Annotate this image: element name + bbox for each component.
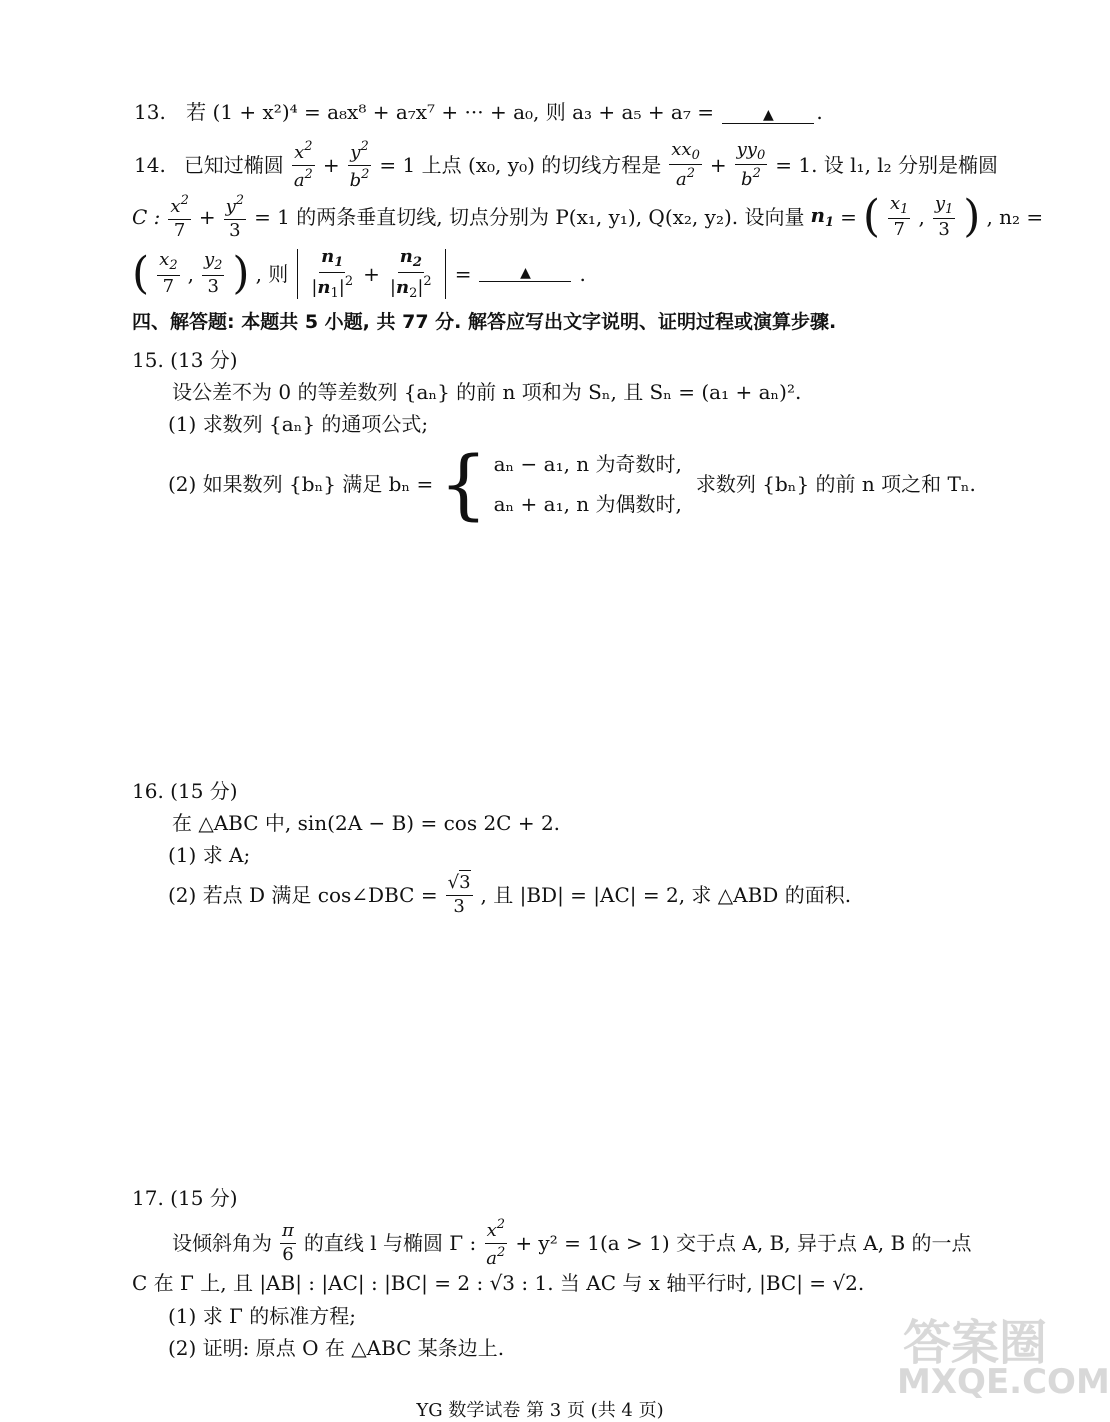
question-14-line-1: 14. 已知过椭圆 $\frac{x^2}{a^2}$ + $\frac{y^2}{b^2}$ = 1 上点 (x₀, y₀) 的切线方程是 $\frac{xx_0}{a^2}$ + $\frac{yy_0}{b^2}$ = 1. 设 l₁, l₂ 分别是椭圆 [134, 138, 999, 191]
n2-x-fraction: $\frac{x_2}{7}$ [159, 249, 178, 298]
section-4-title: 四、解答题: 本题共 5 小题, 共 77 分. 解答应写出文字说明、证明过程或演算步骤. [132, 311, 837, 333]
q15-stem: 设公差不为 0 的等差数列 {aₙ} 的前 n 项和为 Sₙ, 且 Sₙ = (a₁ + aₙ)². [172, 380, 802, 404]
q17-stem: 设倾斜角为 $\frac{\pi}{6}$ 的直线 l 与椭圆 Γ : $\frac{x^2}{a^2}$ + y² = 1(a > 1) 交于点 A, B, 异于点 A, B 的一点 [172, 1217, 972, 1269]
watermark-url: MXQE.COM [897, 1362, 1110, 1402]
q17-line-2: C 在 Γ 上, 且 |AB| : |AC| : |BC| = 2 : √3 : 1. 当 AC 与 x 轴平行时, |BC| = √2. [132, 1271, 865, 1295]
q16-part-1: (1) 求 A; [168, 843, 251, 867]
q17-part-1: (1) 求 Γ 的标准方程; [168, 1304, 357, 1328]
q13-number: 13. [134, 100, 166, 124]
page-footer: YG 数学试卷 第 3 页 (共 4 页) [416, 1400, 664, 1421]
question-13: 13. 若 (1 + x²)⁴ = a₈x⁸ + a₇x⁷ + ··· + a₀, 则 a₃ + a₅ + a₇ = ▲ . [134, 100, 823, 124]
q14-answer-blank: ▲ [479, 266, 571, 282]
question-14-line-3: ( $\frac{x_2}{7}$ , $\frac{y_2}{3}$ ) , 则 $\frac{n_1}{|n_1|^2}$ + $\frac{n_2}{|n_2|^2}$ = ▲ . [132, 246, 586, 301]
q16-part-2: (2) 若点 D 满足 cos∠DBC = $\frac{√3}{3}$ , 且 |BD| = |AC| = 2, 求 △ABD 的面积. [168, 872, 852, 917]
q13-text: 若 (1 + x²)⁴ = a₈x⁸ + a₇x⁷ + ··· + a₀, 则 a₃ + a₅ + a₇ = [186, 100, 714, 124]
q17-header: 17. (15 分) [132, 1186, 238, 1210]
question-14-line-2: C : $\frac{x^2}{7}$ + $\frac{y^2}{3}$ = 1 的两条垂直切线, 切点分别为 P(x₁, y₁), Q(x₂, y₂). 设向量 $n_1$ = ( $\frac{x_1}{7}$ , $\frac{y_1}{3}$ ) , n₂ = [132, 191, 1044, 243]
q13-answer-blank: ▲ [722, 108, 814, 124]
n1-over-norm: $\frac{n_1}{|n_1|^2}$ [311, 246, 354, 301]
ellipse-c-x-fraction: $\frac{x^2}{7}$ [170, 193, 189, 241]
watermark-title: 答案圈 [903, 1315, 1048, 1371]
ellipse-x-fraction: $\frac{x^2}{a^2}$ [293, 139, 313, 191]
q16-header: 16. (15 分) [132, 779, 238, 803]
q15-part-2: (2) 如果数列 {bₙ} 满足 bₙ = { aₙ − a₁, n 为奇数时, aₙ + a₁, n 为偶数时, 求数列 {bₙ} 的前 n 项之和 Tₙ. [168, 439, 976, 528]
q16-stem: 在 △ABC 中, sin(2A − B) = cos 2C + 2. [172, 811, 561, 835]
n1-x-fraction: $\frac{x_1}{7}$ [890, 192, 909, 241]
sqrt3-over-3: $\frac{√3}{3}$ [447, 872, 471, 917]
tangent-x-fraction: $\frac{xx_0}{a^2}$ [671, 138, 700, 191]
tangent-y-fraction: $\frac{yy_0}{b^2}$ [736, 138, 766, 191]
q15-part-1: (1) 求数列 {aₙ} 的通项公式; [168, 412, 429, 436]
ellipse-y-fraction: $\frac{y^2}{b^2}$ [349, 139, 370, 191]
n2-over-norm: $\frac{n_2}{|n_2|^2}$ [389, 246, 432, 301]
q14-number: 14. [134, 153, 166, 178]
n1-y-fraction: $\frac{y_1}{3}$ [934, 192, 954, 241]
q17-part-2: (2) 证明: 原点 O 在 △ABC 某条边上. [168, 1336, 505, 1360]
pi-over-6: $\frac{\pi}{6}$ [282, 1220, 294, 1265]
piecewise-cases: aₙ − a₁, n 为奇数时, aₙ + a₁, n 为偶数时, [493, 452, 682, 516]
gamma-x-fraction: $\frac{x^2}{a^2}$ [486, 1217, 506, 1269]
watermark-logo [893, 1298, 1110, 1406]
ellipse-c-y-fraction: $\frac{y^2}{3}$ [225, 193, 245, 241]
q15-header: 15. (13 分) [132, 348, 238, 372]
n2-y-fraction: $\frac{y_2}{3}$ [203, 249, 223, 298]
